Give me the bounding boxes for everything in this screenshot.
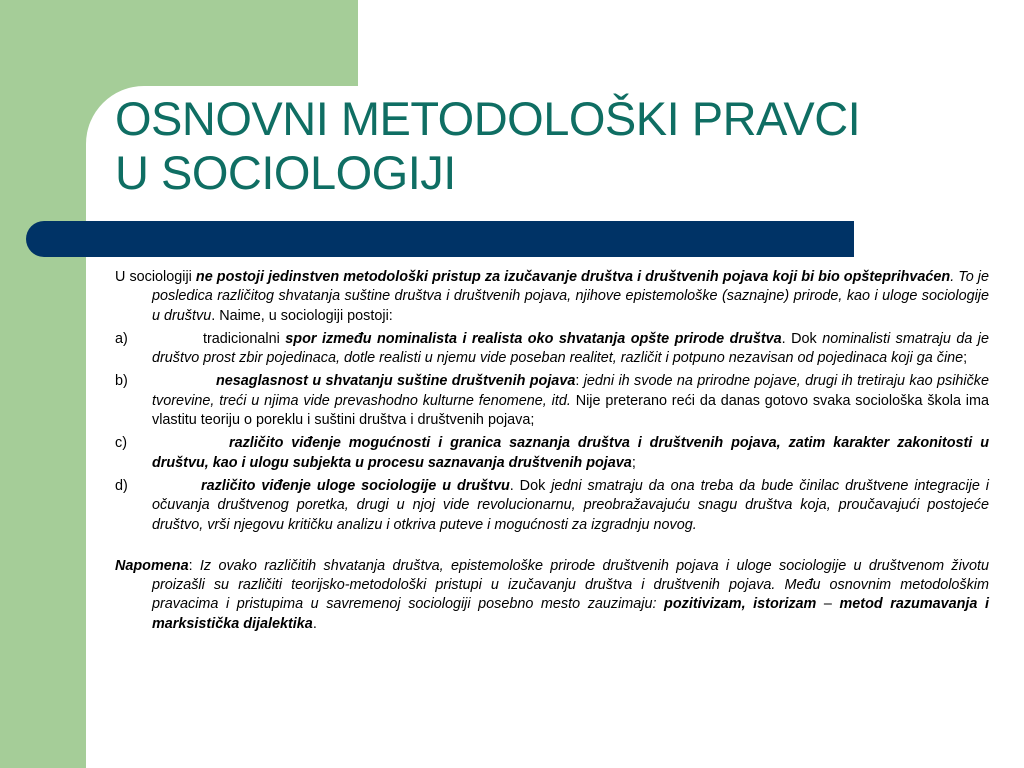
- slide-body: [115, 268, 989, 638]
- intro-emphasis: ne postoji jedinstven metodološki pristup za izučavanje društva i društvenih pojava koji bi bio opšteprihvaćen: [195, 269, 951, 285]
- list-label-b: b): [115, 373, 128, 390]
- list-label-c: c): [115, 435, 127, 452]
- slide-title: [115, 92, 995, 200]
- note-text-3: .: [312, 615, 317, 632]
- note-paragraph: [115, 557, 989, 634]
- note-emphasis-1: pozitivizam, istorizam: [664, 596, 817, 613]
- item-b-text-2: jedni ih svode na prirodne pojave, drugi ih tretiraju kao psihičke tvorevine, treći u njima vide prevashodno kulturne fenomene, itd.: [152, 373, 989, 409]
- intro-paragraph: [115, 268, 989, 326]
- list-label-d: d): [115, 477, 128, 494]
- list-item-c: [115, 434, 989, 473]
- item-a-emphasis: spor između nominalista i realista oko shvatanja opšte prirode društva: [285, 330, 782, 347]
- note-text-1: :: [188, 557, 200, 574]
- slide-title-line-2: U SOCIOLOGIJI: [115, 146, 456, 199]
- list-item-a: [115, 330, 989, 369]
- intro-text-3: . Naime, u sociologiji postoji:: [211, 307, 393, 324]
- item-d-text-1: . Dok: [509, 477, 552, 494]
- item-d-emphasis: različito viđenje uloge sociologije u društvu: [201, 477, 510, 494]
- item-a-text-3: nominalisti smatraju da je društvo prost zbir pojedinaca, dotle realisti u njemu vide poseban realitet, različit i potpuno nezavisan od pojedinaca koji ga čine: [152, 330, 990, 367]
- item-a-text-4: ;: [963, 350, 968, 367]
- note-label: Napomena: [115, 557, 189, 574]
- note-dash: –: [816, 596, 840, 613]
- note-text-2: Iz ovako različitih shvatanja društva, epistemološke prirode društvenih pojava i uloge sociologije u društvenom životu proizašli su različiti teorijsko-metodološki pristupi u izučavanju društva i društvenih pojava. Među osnovnim metodološkim pravacima i pristupima u savremenoj sociologiji posebno mesto zauzimaju:: [152, 557, 989, 613]
- list-label-a: a): [115, 330, 128, 347]
- item-b-emphasis: nesaglasnost u shvatanju suštine društvenih pojava: [216, 373, 576, 390]
- item-b-text-3: Nije preterano reći da danas gotovo svaka sociološka škola ima vlastitu teoriju o poreklu i suštini društva i društvenih pojava;: [152, 392, 989, 429]
- slide-title-line-1: OSNOVNI METODOLOŠKI PRAVCI: [115, 92, 861, 145]
- item-b-text-1: :: [575, 373, 584, 390]
- list-item-d: [115, 477, 989, 535]
- list-item-b: [115, 372, 989, 430]
- item-d-text-2: jedni smatraju da ona treba da bude činilac društvene integracije i očuvanja društvenog poretka, drugi u njoj vide revolucionarnu, preobražavajuću snagu društva koja, proučavajući postojeće društvo, vrši njegovu kritičku analizu i otkriva puteve i mogućnosti za izgradnju novog.: [152, 477, 989, 533]
- intro-text-2: . To je posledica različitog shvatanja suštine društva i društvenih pojava, njihove epistemološke (saznajne) prirode, kao i uloge sociologije u društvu: [152, 269, 989, 324]
- item-c-emphasis: različito viđenje mogućnosti i granica saznanja društva i društvenih pojava, zatim karakter zakonitosti u društvu, kao i ulogu subjekta u procesu saznavanja društvenih pojava: [152, 435, 989, 471]
- note-emphasis-2: metod razumavanja i marksistička dijalektika: [152, 596, 989, 632]
- item-c-text-1: ;: [631, 454, 636, 471]
- accent-bar: [26, 221, 854, 257]
- item-a-text-1: tradicionalni: [203, 330, 286, 347]
- item-a-text-2: . Dok: [781, 330, 823, 347]
- intro-text-1: U sociologiji: [115, 269, 196, 285]
